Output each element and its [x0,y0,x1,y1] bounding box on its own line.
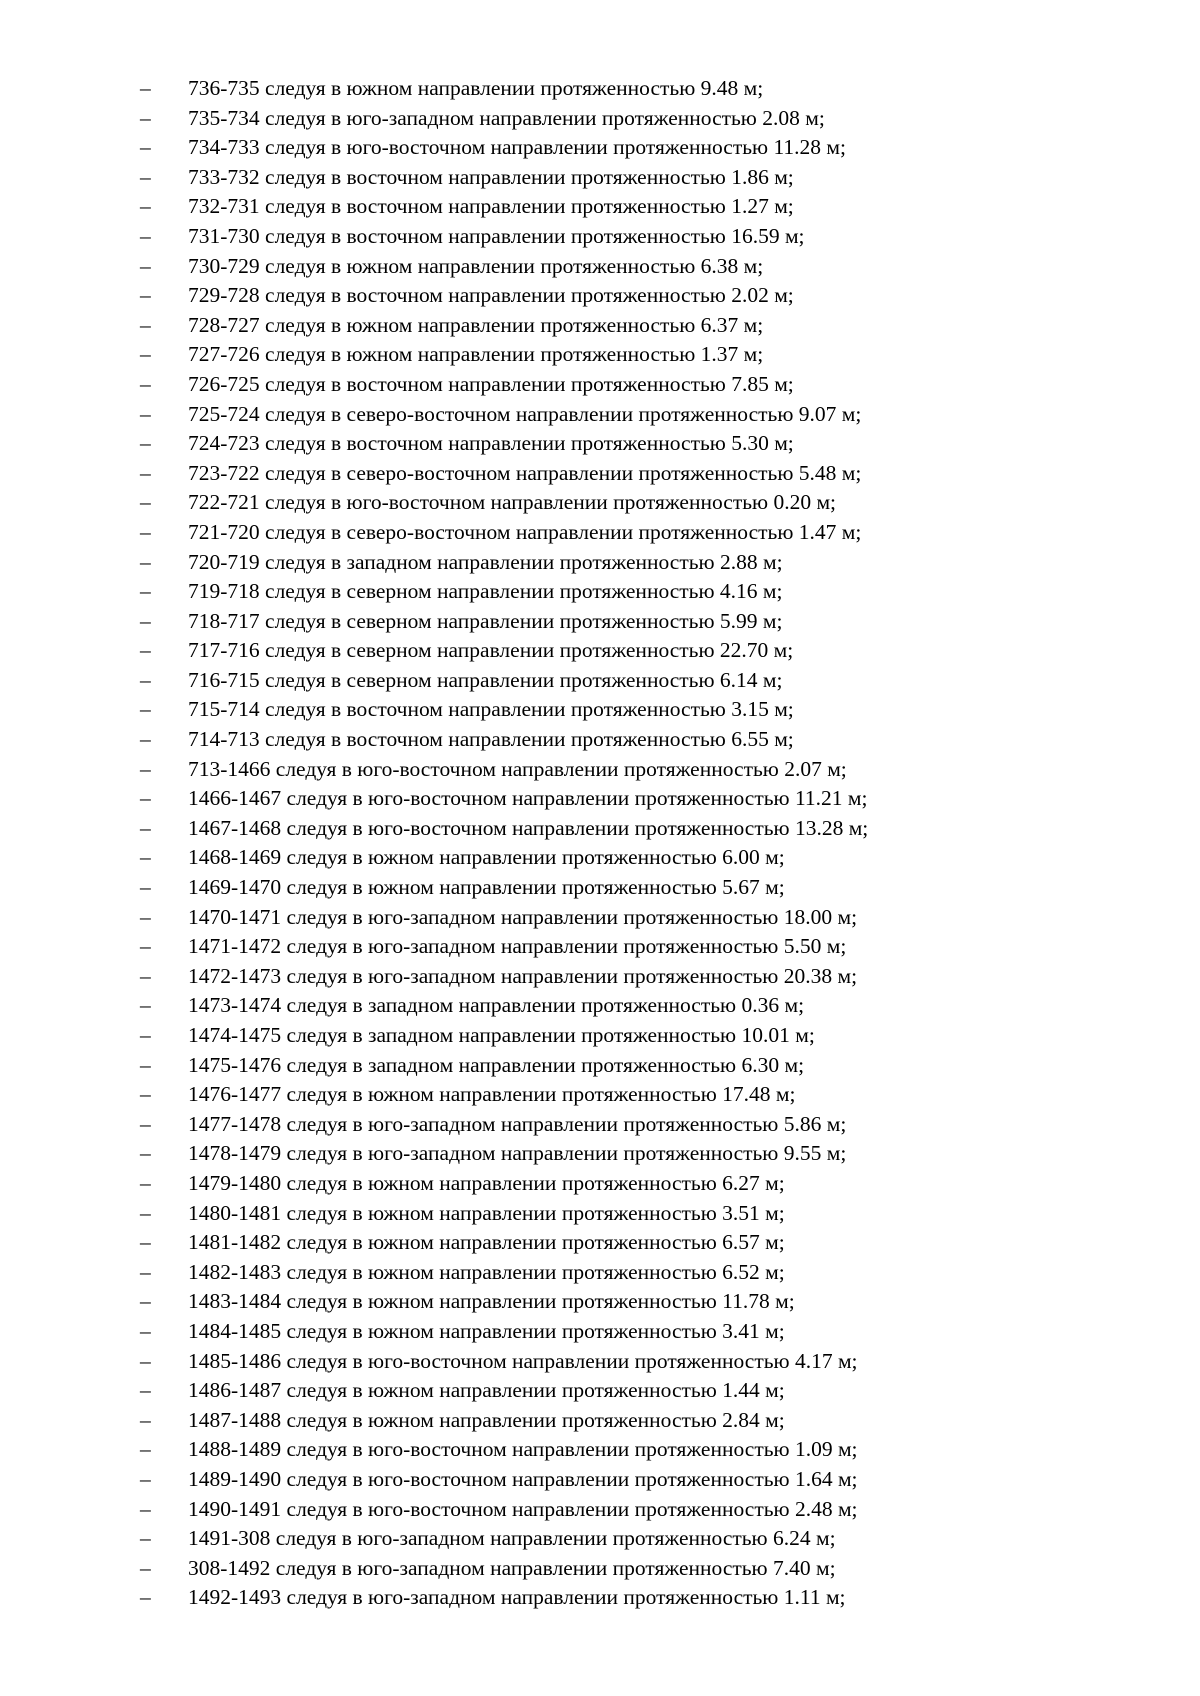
list-item [0,488,1200,518]
list-item-text: 1468-1469 следуя в южном направлении протяженностью 6.00 м; [188,845,785,870]
list-bullet-dash: – [140,1496,151,1521]
list-item [0,252,1200,282]
list-item [0,1465,1200,1495]
list-bullet-dash: – [140,904,151,929]
list-item-text: 1479-1480 следуя в южном направлении протяженностью 6.27 м; [188,1170,785,1195]
list-item [0,1376,1200,1406]
list-bullet-dash: – [140,401,151,426]
list-bullet-dash: – [140,519,151,544]
list-bullet-dash: – [140,1052,151,1077]
list-item [0,1080,1200,1110]
list-item [0,1406,1200,1436]
list-bullet-dash: – [140,1170,151,1195]
list-item-text: 1481-1482 следуя в южном направлении протяженностью 6.57 м; [188,1230,785,1255]
list-bullet-dash: – [140,993,151,1018]
list-item [0,1199,1200,1229]
list-item [0,1139,1200,1169]
list-item-text: 1490-1491 следуя в юго-восточном направлении протяженностью 2.48 м; [188,1496,858,1521]
list-bullet-dash: – [140,105,151,130]
list-item-text: 1472-1473 следуя в юго-западном направлении протяженностью 20.38 м; [188,963,858,988]
list-bullet-dash: – [140,431,151,456]
list-item-text: 1486-1487 следуя в южном направлении протяженностью 1.44 м; [188,1378,785,1403]
list-item [0,1169,1200,1199]
list-bullet-dash: – [140,1200,151,1225]
list-bullet-dash: – [140,490,151,515]
list-item-text: 1492-1493 следуя в юго-западном направлении протяженностью 1.11 м; [188,1585,846,1610]
list-item [0,104,1200,134]
list-item [0,1258,1200,1288]
list-item [0,814,1200,844]
list-item [0,903,1200,933]
list-item [0,74,1200,104]
list-item-text: 1480-1481 следуя в южном направлении протяженностью 3.51 м; [188,1200,785,1225]
list-bullet-dash: – [140,667,151,692]
list-item [0,725,1200,755]
list-item [0,1495,1200,1525]
list-item [0,1110,1200,1140]
list-item [0,133,1200,163]
list-item-text: 713-1466 следуя в юго-восточном направлении протяженностью 2.07 м; [188,756,847,781]
list-bullet-dash: – [140,1082,151,1107]
list-item [0,548,1200,578]
list-item [0,1435,1200,1465]
list-item [0,429,1200,459]
list-bullet-dash: – [140,1230,151,1255]
list-item-text: 308-1492 следуя в юго-западном направлении протяженностью 7.40 м; [188,1555,836,1580]
list-bullet-dash: – [140,756,151,781]
list-item [0,1287,1200,1317]
list-item-text: 730-729 следуя в южном направлении протяженностью 6.38 м; [188,253,764,278]
list-bullet-dash: – [140,1289,151,1314]
list-item-text: 1485-1486 следуя в юго-восточном направлении протяженностью 4.17 м; [188,1348,858,1373]
list-item-text: 1491-308 следуя в юго-западном направлении протяженностью 6.24 м; [188,1526,836,1551]
list-bullet-dash: – [140,283,151,308]
list-bullet-dash: – [140,194,151,219]
list-bullet-dash: – [140,1259,151,1284]
list-item-text: 1484-1485 следуя в южном направлении протяженностью 3.41 м; [188,1318,785,1343]
list-item-text: 725-724 следуя в северо-восточном направлении протяженностью 9.07 м; [188,401,862,426]
list-bullet-dash: – [140,164,151,189]
list-item [0,370,1200,400]
list-item [0,340,1200,370]
list-bullet-dash: – [140,1111,151,1136]
list-item-text: 720-719 следуя в западном направлении протяженностью 2.88 м; [188,549,783,574]
list-item [0,991,1200,1021]
list-item-text: 1475-1476 следуя в западном направлении протяженностью 6.30 м; [188,1052,805,1077]
list-bullet-dash: – [140,934,151,959]
list-item [0,607,1200,637]
list-item-text: 731-730 следуя в восточном направлении протяженностью 16.59 м; [188,223,805,248]
list-item-text: 727-726 следуя в южном направлении протяженностью 1.37 м; [188,342,764,367]
list-bullet-dash: – [140,815,151,840]
list-item-text: 1488-1489 следуя в юго-восточном направлении протяженностью 1.09 м; [188,1437,858,1462]
list-bullet-dash: – [140,253,151,278]
list-bullet-dash: – [140,786,151,811]
list-bullet-dash: – [140,1437,151,1462]
list-item [0,311,1200,341]
list-item-text: 1483-1484 следуя в южном направлении протяженностью 11.78 м; [188,1289,795,1314]
list-bullet-dash: – [140,1585,151,1610]
list-bullet-dash: – [140,608,151,633]
list-item-text: 1471-1472 следуя в юго-западном направлении протяженностью 5.50 м; [188,934,847,959]
list-item-text: 717-716 следуя в северном направлении протяженностью 22.70 м; [188,638,794,663]
list-item [0,932,1200,962]
list-bullet-dash: – [140,1348,151,1373]
list-item [0,1317,1200,1347]
list-bullet-dash: – [140,135,151,160]
list-bullet-dash: – [140,845,151,870]
list-item-text: 728-727 следуя в южном направлении протяженностью 6.37 м; [188,312,764,337]
list-bullet-dash: – [140,342,151,367]
list-bullet-dash: – [140,1141,151,1166]
list-item [0,962,1200,992]
list-item-text: 718-717 следуя в северном направлении протяженностью 5.99 м; [188,608,783,633]
list-item-text: 715-714 следуя в восточном направлении протяженностью 3.15 м; [188,697,794,722]
list-bullet-dash: – [140,312,151,337]
list-bullet-dash: – [140,371,151,396]
list-item [0,784,1200,814]
list-bullet-dash: – [140,638,151,663]
list-item [0,873,1200,903]
list-item [0,163,1200,193]
list-item [0,843,1200,873]
list-item-text: 1487-1488 следуя в южном направлении протяженностью 2.84 м; [188,1407,785,1432]
list-item [0,222,1200,252]
list-item-text: 721-720 следуя в северо-восточном направлении протяженностью 1.47 м; [188,519,862,544]
list-bullet-dash: – [140,1407,151,1432]
list-item-text: 732-731 следуя в восточном направлении протяженностью 1.27 м; [188,194,794,219]
list-item-text: 1474-1475 следуя в западном направлении протяженностью 10.01 м; [188,1023,815,1047]
list-bullet-dash: – [140,1023,151,1047]
list-item [0,577,1200,607]
list-item [0,1554,1200,1584]
list-bullet-dash: – [140,1555,151,1580]
list-item-text: 734-733 следуя в юго-восточном направлении протяженностью 11.28 м; [188,135,846,160]
list-item-text: 1477-1478 следуя в юго-западном направлении протяженностью 5.86 м; [188,1111,847,1136]
list-bullet-dash: – [140,875,151,900]
list-bullet-dash: – [140,727,151,752]
list-bullet-dash: – [140,1318,151,1343]
list-bullet-dash: – [140,460,151,485]
list-item-text: 733-732 следуя в восточном направлении протяженностью 1.86 м; [188,164,794,189]
list-bullet-dash: – [140,76,151,100]
list-item-text: 1478-1479 следуя в юго-западном направлении протяженностью 9.55 м; [188,1141,847,1166]
list-item-text: 724-723 следуя в восточном направлении протяженностью 5.30 м; [188,431,794,456]
list-item-text: 1473-1474 следуя в западном направлении протяженностью 0.36 м; [188,993,805,1018]
list-item [0,1228,1200,1258]
list-item [0,1347,1200,1377]
list-item-text: 719-718 следуя в северном направлении протяженностью 4.16 м; [188,579,783,604]
list-item [0,1021,1200,1051]
list-bullet-dash: – [140,697,151,722]
list-item-text: 1467-1468 следуя в юго-восточном направлении протяженностью 13.28 м; [188,815,869,840]
list-item-text: 1482-1483 следуя в южном направлении протяженностью 6.52 м; [188,1259,785,1284]
list-bullet-dash: – [140,579,151,604]
list-item-text: 736-735 следуя в южном направлении протяженностью 9.48 м; [188,76,764,100]
list-item-text: 1466-1467 следуя в юго-восточном направлении протяженностью 11.21 м; [188,786,868,811]
list-item-text: 722-721 следуя в юго-восточном направлении протяженностью 0.20 м; [188,490,837,515]
list-bullet-dash: – [140,223,151,248]
list-item [0,192,1200,222]
list-bullet-dash: – [140,1526,151,1551]
list-item-text: 1469-1470 следуя в южном направлении протяженностью 5.67 м; [188,875,785,900]
list-item [0,695,1200,725]
list-item [0,1583,1200,1613]
list-bullet-dash: – [140,1378,151,1403]
list-item-text: 723-722 следуя в северо-восточном направлении протяженностью 5.48 м; [188,460,862,485]
list-item-text: 729-728 следуя в восточном направлении протяженностью 2.02 м; [188,283,794,308]
list-item-text: 714-713 следуя в восточном направлении протяженностью 6.55 м; [188,727,794,752]
list-item [0,400,1200,430]
list-item [0,459,1200,489]
list-bullet-dash: – [140,549,151,574]
list-item [0,1051,1200,1081]
boundary-description-list [0,74,1200,1613]
list-item [0,1524,1200,1554]
list-item [0,755,1200,785]
list-item-text: 1470-1471 следуя в юго-западном направлении протяженностью 18.00 м; [188,904,858,929]
list-item [0,666,1200,696]
list-item-text: 716-715 следуя в северном направлении протяженностью 6.14 м; [188,667,783,692]
list-item-text: 735-734 следуя в юго-западном направлении протяженностью 2.08 м; [188,105,825,130]
list-item [0,281,1200,311]
list-item-text: 1476-1477 следуя в южном направлении протяженностью 17.48 м; [188,1082,796,1107]
list-bullet-dash: – [140,1466,151,1491]
list-item [0,518,1200,548]
list-item-text: 1489-1490 следуя в юго-восточном направлении протяженностью 1.64 м; [188,1466,858,1491]
list-item [0,636,1200,666]
list-bullet-dash: – [140,963,151,988]
list-item-text: 726-725 следуя в восточном направлении протяженностью 7.85 м; [188,371,794,396]
